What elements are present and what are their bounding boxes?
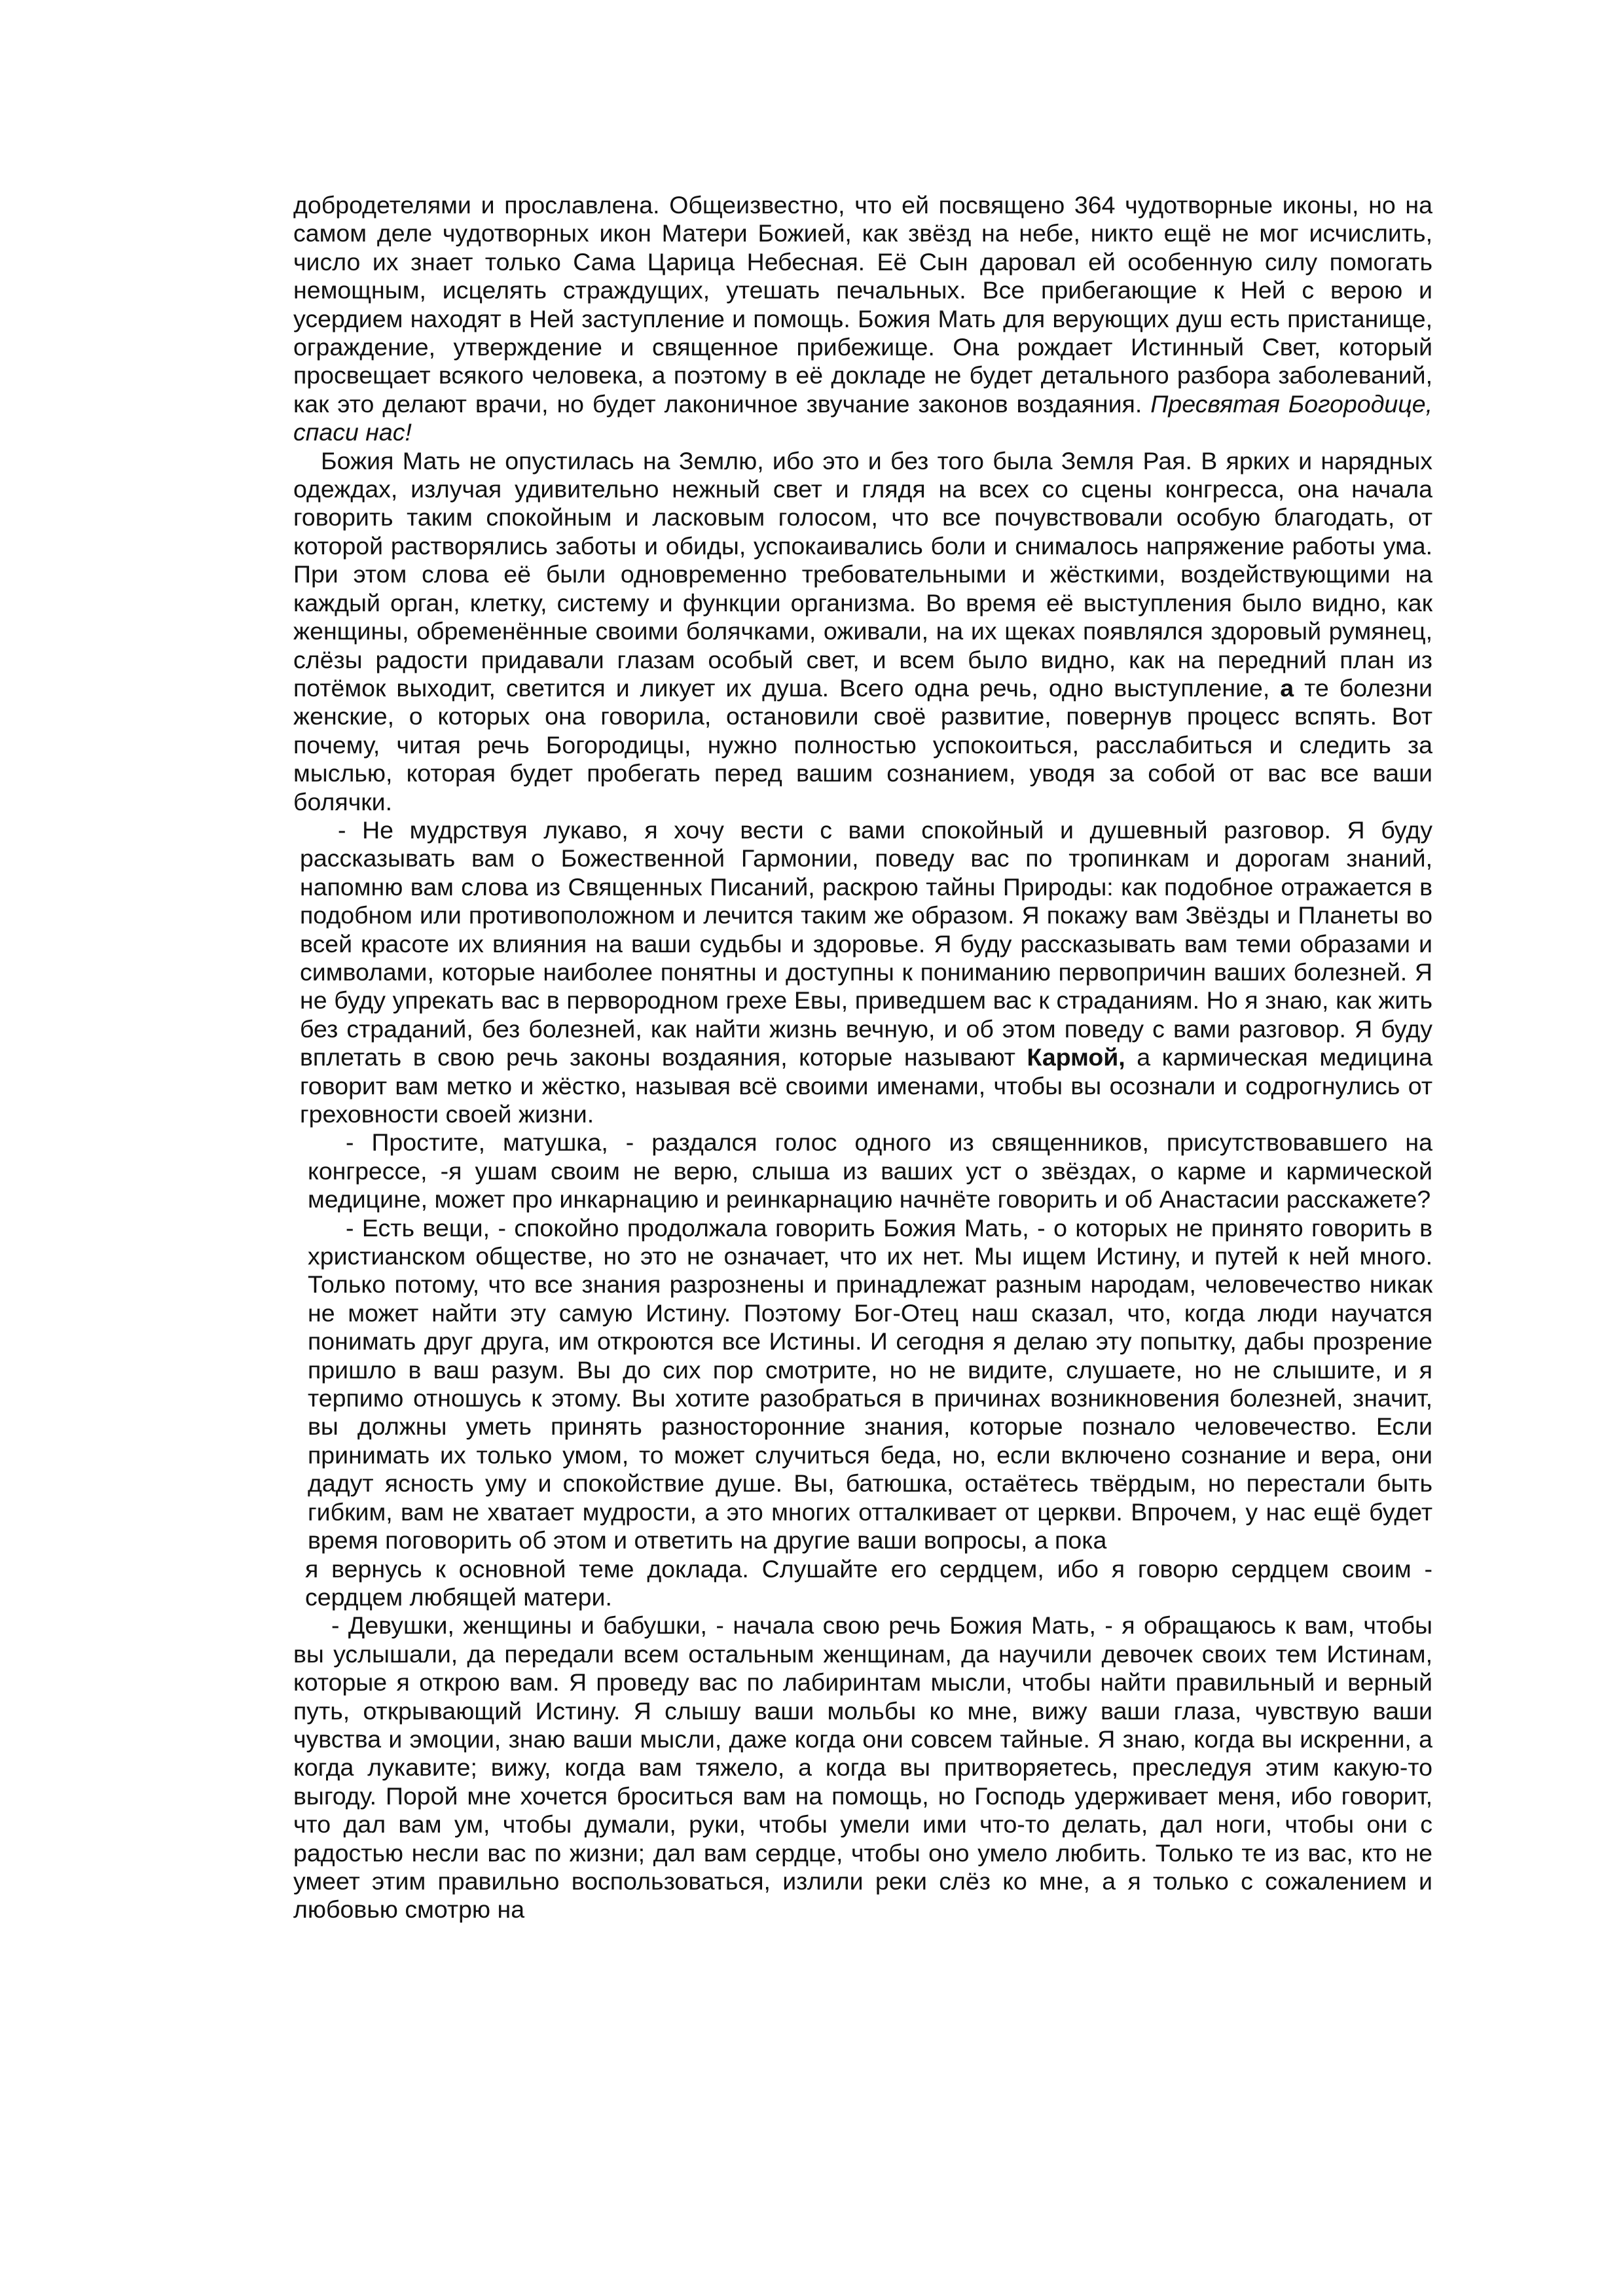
paragraph-intro bbox=[293, 191, 1432, 447]
bold-conjunction: а bbox=[1280, 673, 1294, 702]
paragraph-speech-harmony bbox=[300, 816, 1432, 1128]
text-segment: я вернусь к основной теме доклада. Слушайте его сердцем, ибо я говорю сердцем своим - сердцем любящей матери. bbox=[305, 1554, 1432, 1611]
paragraph-speech-truth bbox=[308, 1214, 1432, 1555]
text-segment: а кармическая медицина говорит вам метко и жёстко, называя всё своими именами, чтобы вы осознали и содрогнулись от греховности своей жизни. bbox=[300, 1043, 1432, 1128]
text-segment: - Есть вещи, - спокойно продолжала говорить Божия Мать, - о которых не принято говорить в христианском обществе, но это не означает, что их нет. Мы ищем Истину, и путей к ней много. Только потому, что все знания разрознены и принадлежат разным народам, человечество никак не может найти эту самую Истину. Поэтому Бог-Отец наш сказал, что, когда люди научатся понимать друг друга, им откроются все Истины. И сегодня я делаю эту попытку, дабы прозрение пришло в ваш разум. Вы до сих пор смотрите, но не видите, слушаете, но не слышите, и я терпимо отношусь к этому. Вы хотите разобраться в причинах возникновения болезней, значит, вы должны уметь принять разносторонние знания, которые познало человечество. Если принимать их только умом, то может случиться беда, но, если включено сознание и вера, они дадут ясность уму и спокойствие душе. Вы, батюшка, остаётесь твёрдым, но перестали быть гибким, вам не хватает мудрости, а это многих отталкивает от церкви. Впрочем, у нас ещё будет время поговорить об этом и ответить на другие ваши вопросы, а пока bbox=[308, 1213, 1432, 1554]
text-segment: - Девушки, женщины и бабушки, - начала свою речь Божия Мать, - я обращаюсь к вам, чтобы вы услышали, да передали всем остальным женщинам, да научили девочек своих тем Истинам, которые я открою вам. Я проведу вас по лабиринтам мысли, чтобы найти правильный и верный путь, открывающий Истину. Я слышу ваши мольбы ко мне, вижу ваши глаза, чувствую ваши чувства и эмоции, знаю ваши мысли, даже когда они совсем тайные. Я знаю, когда вы искренни, а когда лукавите; вижу, когда вам тяжело, а когда вы притворяетесь, преследуя этим какую-то выгоду. Порой мне хочется броситься вам на помощь, но Господь удерживает меня, ибо говорит, что дал вам ум, чтобы думали, руки, чтобы умели ими что-то делать, дал ноги, чтобы они с радостью несли вас по жизни; дал вам сердце, чтобы оно умело любить. Только те из вас, кто не умеет этим правильно воспользоваться, излили реки слёз ко мне, а я только с сожалением и любовью смотрю на bbox=[293, 1611, 1432, 1924]
paragraph-return-theme bbox=[305, 1555, 1432, 1612]
paragraph-narrative bbox=[293, 447, 1432, 816]
bold-karma: Кармой, bbox=[1027, 1043, 1125, 1071]
text-segment: добродетелями и прославлена. Общеизвестно, что ей посвящено 364 чудотворные иконы, но на самом деле чудотворных икон Матери Божией, как звёзд на небе, никто ещё не мог исчислить, число их знает только Сама Царица Небесная. Её Сын даровал ей особенную силу помогать немощным, исцелять страждущих, утешать печальных. Все прибегающие к Ней с верою и усердием находят в Ней заступление и помощь. Божия Мать для верующих душ есть пристанище, ограждение, утверждение и священное прибежище. Она рождает Истинный Свет, который просвещает всякого человека, а поэтому в её докладе не будет детального разбора заболеваний, как это делают врачи, но будет лаконичное звучание законов воздаяния. bbox=[293, 191, 1432, 418]
text-segment: - Простите, матушка, - раздался голос одного из священников, присутствовавшего на конгрессе, -я ушам своим не верю, слыша из ваших уст о звёздах, о карме и кармической медицине, может про инкарнацию и реинкарнацию начнёте говорить и об Анастасии расскажете? bbox=[308, 1128, 1432, 1213]
text-segment: те болезни женские, о которых она говорила, остановили своё развитие, повернув процесс вспять. Вот почему, читая речь Богородицы, нужно полностью успокоиться, расслабиться и следить за мыслью, которая будет пробегать перед вашим сознанием, уводя за собой от вас все ваши болячки. bbox=[293, 673, 1432, 816]
paragraph-priest-question bbox=[308, 1128, 1432, 1213]
text-segment: Божия Мать не опустилась на Землю, ибо это и без того была Земля Рая. В ярких и нарядных одеждах, излучая удивительно нежный свет и глядя на всех со сцены конгресса, она начала говорить таким спокойным и ласковым голосом, что все почувствовали особую благодать, от которой растворялись заботы и обиды, успокаивались боли и снималось напряжение работы ума. При этом слова её были одновременно требовательными и жёсткими, воздействующими на каждый орган, клетку, систему и функции организма. Во время её выступления было видно, как женщины, обременённые своими болячками, оживали, на их щеках появлялся здоровый румянец, слёзы радости придавали глазам особый свет, и всем было видно, как на передний план из потёмок выходит, светится и ликует их душа. Всего одна речь, одно выступление, bbox=[293, 446, 1432, 702]
text-column bbox=[293, 191, 1432, 1924]
italic-prayer: Пресвятая Богородице, спаси нас! bbox=[293, 389, 1432, 446]
paragraph-address-women bbox=[293, 1611, 1432, 1924]
text-segment: - Не мудрствуя лукаво, я хочу вести с вами спокойный и душевный разговор. Я буду рассказывать вам о Божественной Гармонии, поведу вас по тропинкам и дорогам знаний, напомню вам слова из Священных Писаний, раскрою тайны Природы: как подобное отражается в подобном или противоположном и лечится таким же образом. Я покажу вам Звёзды и Планеты во всей красоте их влияния на ваши судьбы и здоровье. Я буду рассказывать вам теми образами и символами, которые наиболее понятны и доступны к пониманию первопричин ваших болезней. Я не буду упрекать вас в первородном грехе Евы, приведшем вас к страданиям. Но я знаю, как жить без страданий, без болезней, как найти жизнь вечную, и об этом поведу с вами разговор. Я буду вплетать в свою речь законы воздаяния, которые называют bbox=[300, 816, 1432, 1071]
